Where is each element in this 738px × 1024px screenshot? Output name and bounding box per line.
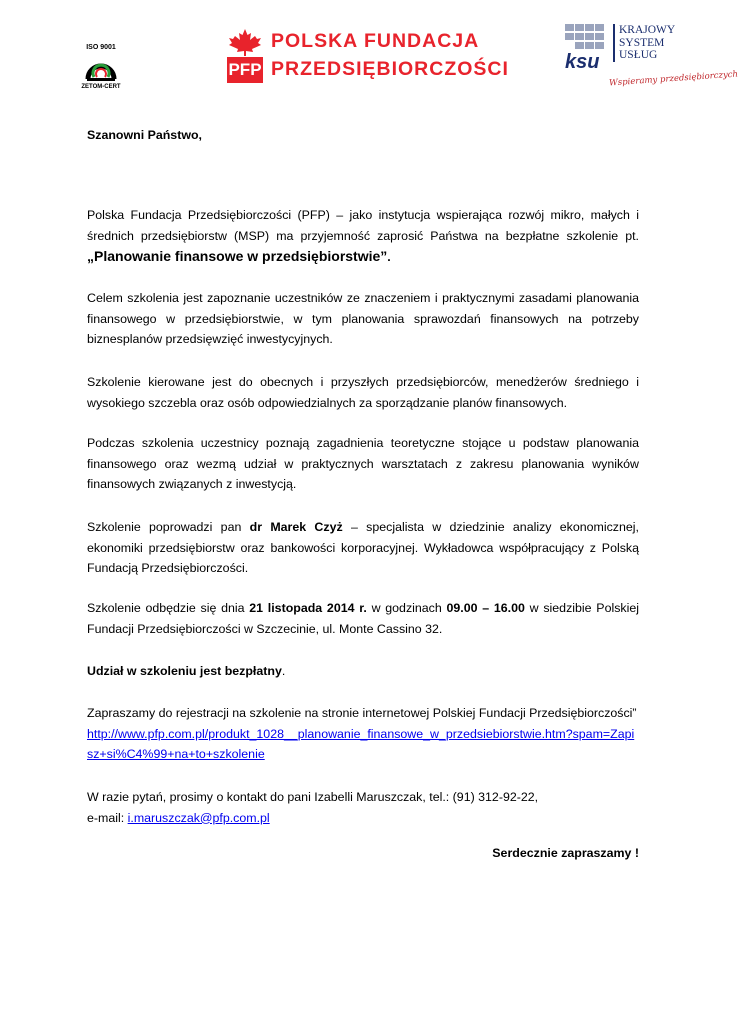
email-link[interactable]: i.maruszczak@pfp.com.pl [127, 810, 270, 825]
register-paragraph [87, 703, 639, 765]
ksu-logo [565, 24, 738, 89]
training-hours: 09.00 – 16.00 [446, 601, 525, 615]
trainer-post: – specjalista w dziedzinie analizy ekonomicznej, ekonomiki przedsiębiorstw oraz bankowości korporacyjnej. Wykładowca współpracujący z Polską Fundacją Przedsiębiorczości. [87, 520, 639, 576]
pfp-abbr: PFP [227, 57, 263, 83]
free-end: . [281, 664, 286, 678]
trainer-paragraph [87, 517, 639, 579]
ksu-abbr: ksu [565, 51, 600, 73]
intro-paragraph [87, 205, 639, 268]
salutation: Szanowni Państwo, [87, 128, 202, 142]
iso-label: ISO 9001 [86, 44, 116, 51]
free-paragraph [87, 661, 639, 682]
zetom-cert-label: ZETOM-CERT [81, 84, 121, 90]
ksu-tagline: Wspieramy przedsiębiorczych [608, 69, 738, 89]
maple-leaf-icon [227, 28, 263, 56]
ksu-name-line3: USŁUG [619, 49, 658, 61]
goal-paragraph: Celem szkolenia jest zapoznanie uczestników ze znaczeniem i praktycznymi zasadami planowania finansowego w przedsiębiorstwie, w tym planowania sprawozdań finansowych na potrzeby biznesplanów przedsięwzięć inwestycyjnych. [87, 291, 639, 347]
pfp-name-line1: POLSKA FUNDACJA [271, 30, 480, 52]
intro-end: . [387, 250, 391, 265]
date-paragraph [87, 598, 639, 639]
registration-link[interactable]: http://www.pfp.com.pl/produkt_1028__planowanie_finansowe_w_przedsiebiorstwie.htm?spam=Zapisz+si%C4%99+na+to+szkolenie [87, 726, 635, 762]
zetom-cert-icon [84, 53, 118, 83]
date-mid: w godzinach [366, 601, 447, 615]
contact-paragraph [87, 787, 639, 828]
training-title: „Planowanie finansowe w przedsiębiorstwie” [87, 248, 388, 265]
ksu-name [613, 24, 675, 62]
pfp-name-line2: PRZEDSIĘBIORCZOŚCI [271, 58, 509, 80]
program-paragraph: Podczas szkolenia uczestnicy poznają zagadnienia teoretyczne stojące u podstaw planowania finansowego oraz wezmą udział w praktycznych warsztatach z zakresu planowania wyników finansowych związanych z inwestycją. [87, 436, 639, 492]
email-label: e-mail: [87, 810, 128, 825]
ksu-grid-icon [565, 24, 607, 50]
trainer-pre: Szkolenie poprowadzi pan [87, 520, 250, 534]
contact-text: W razie pytań, prosimy o kontakt do pani Izabelli Maruszczak, tel.: (91) 312-92-22, [87, 790, 539, 804]
iso-certificate-logo [76, 44, 126, 90]
trainer-name: dr Marek Czyż [249, 520, 343, 534]
date-pre: Szkolenie odbędzie się dnia [87, 601, 250, 615]
free-text: Udział w szkoleniu jest bezpłatny [87, 664, 282, 678]
training-date: 21 listopada 2014 r. [249, 601, 367, 615]
register-text: Zapraszamy do rejestracji na szkolenie na stronie internetowej Polskiej Fundacji Przedsiębiorczości” [87, 706, 637, 720]
ksu-name-line1: KRAJOWY [619, 24, 676, 36]
letterhead [0, 0, 738, 100]
audience-paragraph: Szkolenie kierowane jest do obecnych i przyszłych przedsiębiorców, menedżerów średniego i wysokiego szczebla oraz osób odpowiedzialnych za sporządzanie planów finansowych. [87, 375, 639, 410]
ksu-name-line2: SYSTEM [619, 36, 665, 49]
pfp-logo [227, 28, 509, 84]
closing: Serdecznie zapraszamy ! [492, 846, 639, 860]
intro-text: Polska Fundacja Przedsiębiorczości (PFP) – jako instytucja wspierająca rozwój mikro, małych i średnich przedsiębiorstw (MSP) ma przyjemność zaprosić Państwa na bezpłatne szkolenie pt. [87, 208, 639, 243]
date-post: w siedzibie Polskiej Fundacji Przedsiębiorczości w Szczecinie, ul. Monte Cassino 32. [87, 601, 639, 636]
